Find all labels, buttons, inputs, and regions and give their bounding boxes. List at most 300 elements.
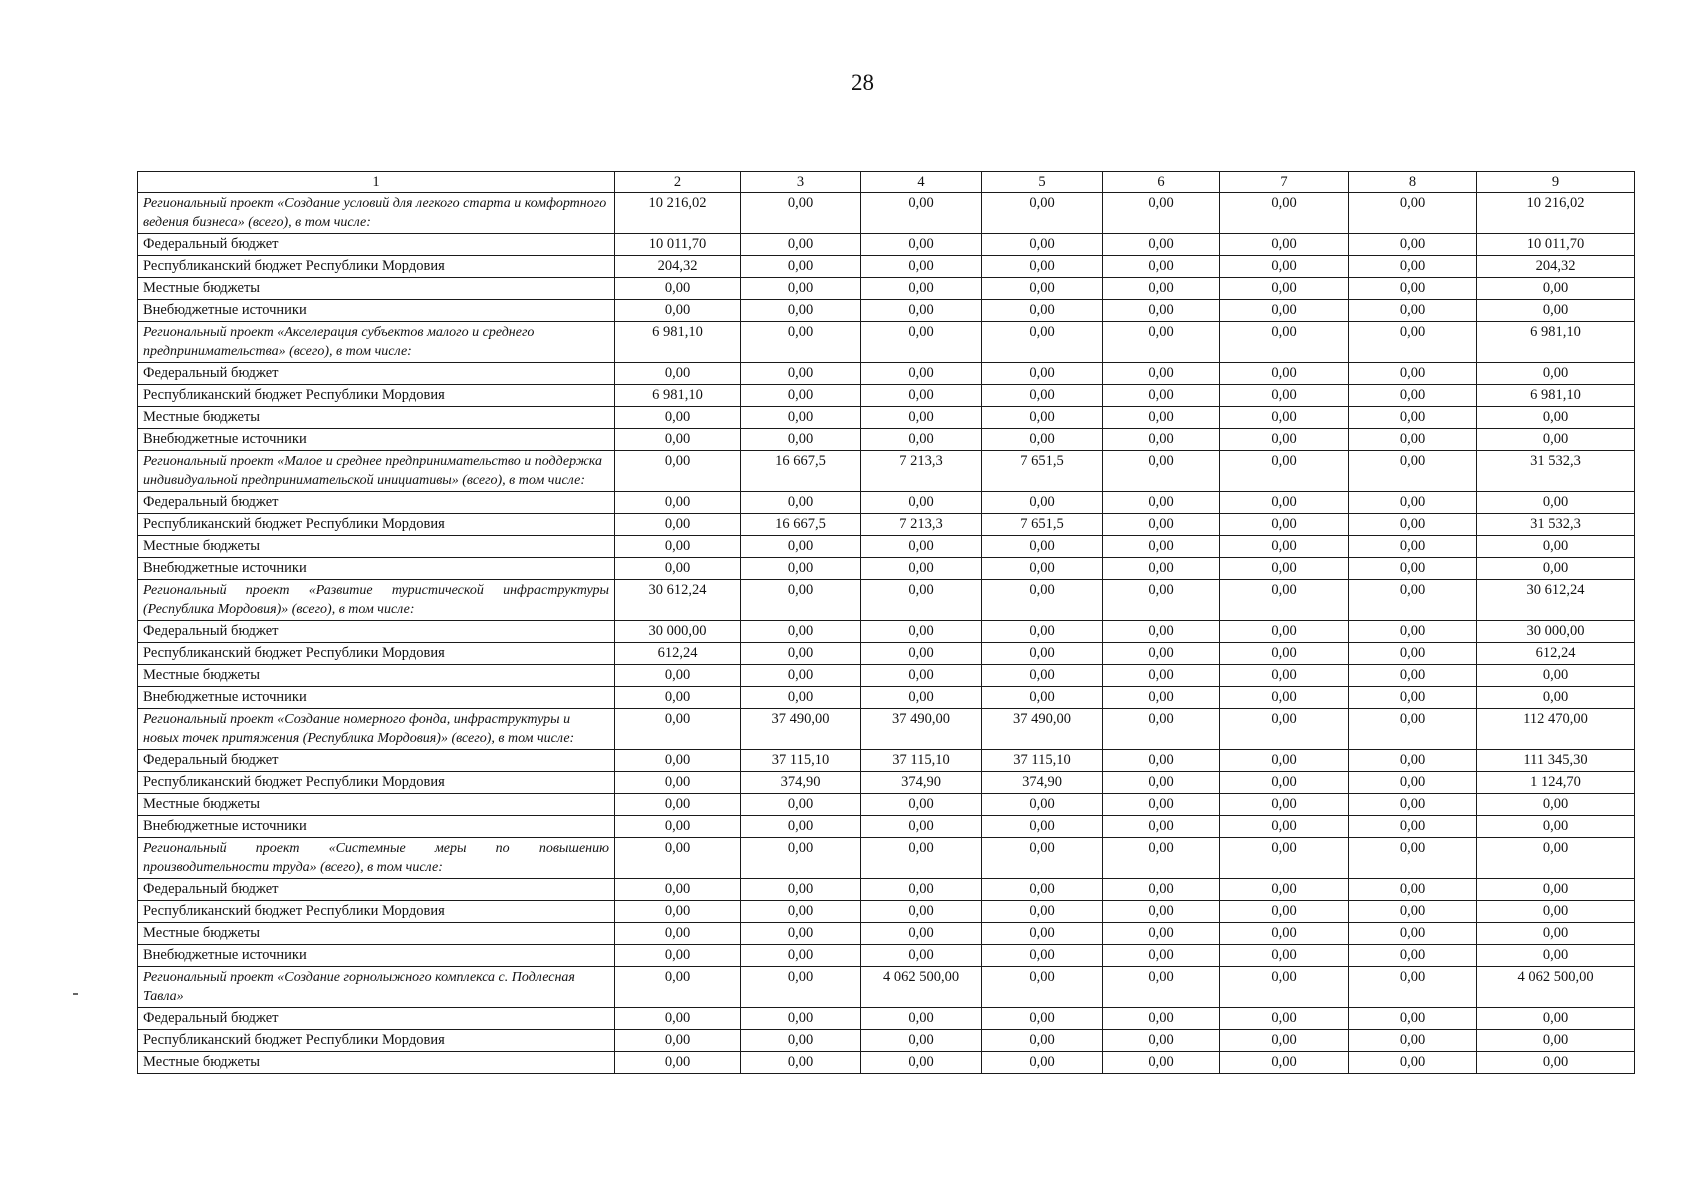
funding-source-cell: Республиканский бюджет Республики Мордовия [138, 901, 615, 923]
funding-source-row [138, 750, 1635, 772]
value-cell-col-5: 0,00 [982, 234, 1103, 256]
value-cell-col-7: 0,00 [1220, 256, 1349, 278]
funding-source-cell: Федеральный бюджет [138, 363, 615, 385]
value-cell-col-6: 0,00 [1103, 580, 1220, 621]
value-cell-col-5: 0,00 [982, 816, 1103, 838]
value-cell-col-9: 112 470,00 [1477, 709, 1635, 750]
value-cell-col-7: 0,00 [1220, 750, 1349, 772]
value-cell-col-3: 0,00 [741, 621, 861, 643]
value-cell-col-6: 0,00 [1103, 385, 1220, 407]
funding-source-row [138, 407, 1635, 429]
value-cell-col-4: 0,00 [861, 816, 982, 838]
value-cell-col-6: 0,00 [1103, 514, 1220, 536]
project-name-cell: Региональный проект «Малое и среднее предпринимательство и поддержка индивидуальной предпринимательской инициативы» (всего), в том числе: [138, 451, 615, 492]
value-cell-col-2: 10 011,70 [615, 234, 741, 256]
value-cell-col-4: 0,00 [861, 234, 982, 256]
value-cell-col-2: 204,32 [615, 256, 741, 278]
value-cell-col-9: 0,00 [1477, 278, 1635, 300]
funding-source-cell: Внебюджетные источники [138, 558, 615, 580]
value-cell-col-7: 0,00 [1220, 451, 1349, 492]
value-cell-col-3: 16 667,5 [741, 514, 861, 536]
value-cell-col-7: 0,00 [1220, 580, 1349, 621]
value-cell-col-6: 0,00 [1103, 709, 1220, 750]
scan-mark [73, 993, 78, 995]
value-cell-col-9: 111 345,30 [1477, 750, 1635, 772]
value-cell-col-5: 0,00 [982, 558, 1103, 580]
value-cell-col-8: 0,00 [1349, 1052, 1477, 1074]
value-cell-col-4: 0,00 [861, 643, 982, 665]
value-cell-col-6: 0,00 [1103, 193, 1220, 234]
value-cell-col-4: 0,00 [861, 193, 982, 234]
value-cell-col-4: 0,00 [861, 1052, 982, 1074]
value-cell-col-4: 7 213,3 [861, 514, 982, 536]
value-cell-col-6: 0,00 [1103, 879, 1220, 901]
value-cell-col-8: 0,00 [1349, 278, 1477, 300]
funding-source-cell: Местные бюджеты [138, 536, 615, 558]
funding-source-cell: Федеральный бюджет [138, 234, 615, 256]
value-cell-col-8: 0,00 [1349, 643, 1477, 665]
value-cell-col-4: 0,00 [861, 687, 982, 709]
funding-source-row [138, 385, 1635, 407]
funding-source-row [138, 234, 1635, 256]
value-cell-col-7: 0,00 [1220, 838, 1349, 879]
value-cell-col-8: 0,00 [1349, 407, 1477, 429]
value-cell-col-2: 6 981,10 [615, 385, 741, 407]
funding-source-cell: Внебюджетные источники [138, 687, 615, 709]
funding-source-cell: Внебюджетные источники [138, 429, 615, 451]
value-cell-col-8: 0,00 [1349, 514, 1477, 536]
value-cell-col-9: 0,00 [1477, 945, 1635, 967]
value-cell-col-9: 0,00 [1477, 816, 1635, 838]
value-cell-col-9: 0,00 [1477, 1008, 1635, 1030]
value-cell-col-8: 0,00 [1349, 193, 1477, 234]
value-cell-col-9: 4 062 500,00 [1477, 967, 1635, 1008]
value-cell-col-2: 0,00 [615, 816, 741, 838]
value-cell-col-2: 10 216,02 [615, 193, 741, 234]
value-cell-col-8: 0,00 [1349, 967, 1477, 1008]
value-cell-col-4: 0,00 [861, 407, 982, 429]
value-cell-col-6: 0,00 [1103, 750, 1220, 772]
value-cell-col-3: 0,00 [741, 945, 861, 967]
funding-source-cell: Местные бюджеты [138, 278, 615, 300]
value-cell-col-6: 0,00 [1103, 492, 1220, 514]
value-cell-col-3: 0,00 [741, 385, 861, 407]
value-cell-col-3: 0,00 [741, 1008, 861, 1030]
project-row [138, 967, 1635, 1008]
value-cell-col-9: 31 532,3 [1477, 514, 1635, 536]
page-number: 28 [851, 70, 874, 95]
value-cell-col-8: 0,00 [1349, 665, 1477, 687]
value-cell-col-4: 0,00 [861, 429, 982, 451]
value-cell-col-2: 0,00 [615, 536, 741, 558]
value-cell-col-2: 0,00 [615, 363, 741, 385]
value-cell-col-5: 0,00 [982, 580, 1103, 621]
table-header [138, 172, 1635, 193]
project-row [138, 193, 1635, 234]
funding-source-cell: Местные бюджеты [138, 665, 615, 687]
table-body [138, 193, 1635, 1074]
value-cell-col-4: 37 115,10 [861, 750, 982, 772]
value-cell-col-2: 0,00 [615, 772, 741, 794]
funding-source-row [138, 514, 1635, 536]
funding-source-cell: Местные бюджеты [138, 923, 615, 945]
value-cell-col-2: 0,00 [615, 665, 741, 687]
value-cell-col-6: 0,00 [1103, 687, 1220, 709]
value-cell-col-4: 0,00 [861, 322, 982, 363]
value-cell-col-3: 0,00 [741, 838, 861, 879]
funding-source-cell: Местные бюджеты [138, 794, 615, 816]
value-cell-col-4: 374,90 [861, 772, 982, 794]
value-cell-col-4: 7 213,3 [861, 451, 982, 492]
value-cell-col-6: 0,00 [1103, 621, 1220, 643]
value-cell-col-5: 37 490,00 [982, 709, 1103, 750]
value-cell-col-7: 0,00 [1220, 536, 1349, 558]
funding-source-cell: Внебюджетные источники [138, 300, 615, 322]
value-cell-col-2: 0,00 [615, 278, 741, 300]
value-cell-col-9: 0,00 [1477, 536, 1635, 558]
value-cell-col-3: 0,00 [741, 558, 861, 580]
funding-source-cell: Федеральный бюджет [138, 492, 615, 514]
value-cell-col-7: 0,00 [1220, 687, 1349, 709]
value-cell-col-3: 0,00 [741, 363, 861, 385]
funding-source-row [138, 816, 1635, 838]
value-cell-col-3: 0,00 [741, 967, 861, 1008]
value-cell-col-5: 0,00 [982, 794, 1103, 816]
value-cell-col-7: 0,00 [1220, 621, 1349, 643]
value-cell-col-3: 37 115,10 [741, 750, 861, 772]
value-cell-col-9: 0,00 [1477, 901, 1635, 923]
project-name-cell: Региональный проект «Акселерация субъектов малого и среднего предпринимательства» (всего), в том числе: [138, 322, 615, 363]
value-cell-col-9: 204,32 [1477, 256, 1635, 278]
value-cell-col-6: 0,00 [1103, 234, 1220, 256]
value-cell-col-3: 0,00 [741, 193, 861, 234]
funding-source-row [138, 363, 1635, 385]
value-cell-col-8: 0,00 [1349, 772, 1477, 794]
funding-source-row [138, 256, 1635, 278]
funding-source-row [138, 300, 1635, 322]
value-cell-col-4: 0,00 [861, 385, 982, 407]
value-cell-col-6: 0,00 [1103, 536, 1220, 558]
value-cell-col-2: 0,00 [615, 879, 741, 901]
value-cell-col-9: 0,00 [1477, 687, 1635, 709]
value-cell-col-7: 0,00 [1220, 1008, 1349, 1030]
value-cell-col-2: 0,00 [615, 709, 741, 750]
value-cell-col-3: 0,00 [741, 234, 861, 256]
value-cell-col-4: 0,00 [861, 536, 982, 558]
value-cell-col-5: 0,00 [982, 407, 1103, 429]
value-cell-col-9: 6 981,10 [1477, 385, 1635, 407]
value-cell-col-2: 30 612,24 [615, 580, 741, 621]
funding-source-row [138, 643, 1635, 665]
value-cell-col-3: 37 490,00 [741, 709, 861, 750]
value-cell-col-6: 0,00 [1103, 665, 1220, 687]
value-cell-col-4: 4 062 500,00 [861, 967, 982, 1008]
value-cell-col-3: 0,00 [741, 665, 861, 687]
value-cell-col-8: 0,00 [1349, 234, 1477, 256]
value-cell-col-8: 0,00 [1349, 300, 1477, 322]
value-cell-col-5: 0,00 [982, 363, 1103, 385]
value-cell-col-9: 1 124,70 [1477, 772, 1635, 794]
value-cell-col-3: 16 667,5 [741, 451, 861, 492]
value-cell-col-4: 37 490,00 [861, 709, 982, 750]
value-cell-col-6: 0,00 [1103, 923, 1220, 945]
value-cell-col-6: 0,00 [1103, 256, 1220, 278]
value-cell-col-7: 0,00 [1220, 278, 1349, 300]
value-cell-col-6: 0,00 [1103, 1008, 1220, 1030]
value-cell-col-3: 0,00 [741, 278, 861, 300]
value-cell-col-7: 0,00 [1220, 643, 1349, 665]
value-cell-col-7: 0,00 [1220, 514, 1349, 536]
value-cell-col-7: 0,00 [1220, 429, 1349, 451]
funding-source-row [138, 665, 1635, 687]
value-cell-col-4: 0,00 [861, 945, 982, 967]
funding-source-row [138, 558, 1635, 580]
value-cell-col-3: 0,00 [741, 300, 861, 322]
value-cell-col-9: 30 612,24 [1477, 580, 1635, 621]
value-cell-col-8: 0,00 [1349, 709, 1477, 750]
funding-source-row [138, 901, 1635, 923]
value-cell-col-4: 0,00 [861, 1030, 982, 1052]
value-cell-col-3: 374,90 [741, 772, 861, 794]
value-cell-col-5: 374,90 [982, 772, 1103, 794]
value-cell-col-2: 0,00 [615, 967, 741, 1008]
value-cell-col-2: 0,00 [615, 923, 741, 945]
value-cell-col-5: 0,00 [982, 193, 1103, 234]
value-cell-col-7: 0,00 [1220, 492, 1349, 514]
value-cell-col-7: 0,00 [1220, 385, 1349, 407]
value-cell-col-5: 0,00 [982, 1052, 1103, 1074]
value-cell-col-5: 0,00 [982, 536, 1103, 558]
value-cell-col-8: 0,00 [1349, 429, 1477, 451]
column-number-9: 9 [1477, 172, 1635, 193]
funding-source-cell: Федеральный бюджет [138, 750, 615, 772]
value-cell-col-9: 0,00 [1477, 1030, 1635, 1052]
value-cell-col-9: 612,24 [1477, 643, 1635, 665]
value-cell-col-2: 612,24 [615, 643, 741, 665]
funding-source-cell: Федеральный бюджет [138, 1008, 615, 1030]
value-cell-col-6: 0,00 [1103, 322, 1220, 363]
funding-source-row [138, 945, 1635, 967]
value-cell-col-7: 0,00 [1220, 407, 1349, 429]
value-cell-col-2: 0,00 [615, 407, 741, 429]
funding-source-cell: Республиканский бюджет Республики Мордовия [138, 256, 615, 278]
project-name-cell: Региональный проект «Создание горнолыжного комплекса с. Подлесная Тавла» [138, 967, 615, 1008]
value-cell-col-3: 0,00 [741, 492, 861, 514]
value-cell-col-6: 0,00 [1103, 300, 1220, 322]
funding-source-row [138, 429, 1635, 451]
value-cell-col-2: 0,00 [615, 901, 741, 923]
project-row [138, 322, 1635, 363]
value-cell-col-9: 0,00 [1477, 1052, 1635, 1074]
value-cell-col-7: 0,00 [1220, 923, 1349, 945]
value-cell-col-2: 0,00 [615, 687, 741, 709]
value-cell-col-6: 0,00 [1103, 363, 1220, 385]
value-cell-col-6: 0,00 [1103, 278, 1220, 300]
value-cell-col-9: 0,00 [1477, 838, 1635, 879]
funding-source-cell: Федеральный бюджет [138, 879, 615, 901]
value-cell-col-4: 0,00 [861, 665, 982, 687]
value-cell-col-7: 0,00 [1220, 234, 1349, 256]
budget-table [137, 171, 1635, 1074]
funding-source-row [138, 1052, 1635, 1074]
value-cell-col-4: 0,00 [861, 558, 982, 580]
value-cell-col-6: 0,00 [1103, 901, 1220, 923]
value-cell-col-8: 0,00 [1349, 945, 1477, 967]
value-cell-col-2: 0,00 [615, 1008, 741, 1030]
value-cell-col-5: 0,00 [982, 665, 1103, 687]
value-cell-col-6: 0,00 [1103, 967, 1220, 1008]
value-cell-col-7: 0,00 [1220, 1030, 1349, 1052]
value-cell-col-5: 7 651,5 [982, 451, 1103, 492]
project-row [138, 451, 1635, 492]
value-cell-col-8: 0,00 [1349, 687, 1477, 709]
value-cell-col-9: 0,00 [1477, 492, 1635, 514]
value-cell-col-4: 0,00 [861, 879, 982, 901]
value-cell-col-7: 0,00 [1220, 709, 1349, 750]
value-cell-col-6: 0,00 [1103, 945, 1220, 967]
value-cell-col-3: 0,00 [741, 322, 861, 363]
value-cell-col-5: 0,00 [982, 322, 1103, 363]
value-cell-col-8: 0,00 [1349, 536, 1477, 558]
value-cell-col-8: 0,00 [1349, 838, 1477, 879]
value-cell-col-8: 0,00 [1349, 451, 1477, 492]
value-cell-col-5: 0,00 [982, 838, 1103, 879]
value-cell-col-8: 0,00 [1349, 794, 1477, 816]
funding-source-row [138, 1008, 1635, 1030]
project-row [138, 580, 1635, 621]
value-cell-col-6: 0,00 [1103, 1052, 1220, 1074]
value-cell-col-3: 0,00 [741, 794, 861, 816]
value-cell-col-9: 0,00 [1477, 665, 1635, 687]
value-cell-col-8: 0,00 [1349, 621, 1477, 643]
value-cell-col-5: 0,00 [982, 1008, 1103, 1030]
value-cell-col-8: 0,00 [1349, 580, 1477, 621]
value-cell-col-5: 0,00 [982, 385, 1103, 407]
value-cell-col-2: 0,00 [615, 429, 741, 451]
value-cell-col-9: 10 011,70 [1477, 234, 1635, 256]
funding-source-row [138, 278, 1635, 300]
column-number-7: 7 [1220, 172, 1349, 193]
value-cell-col-8: 0,00 [1349, 558, 1477, 580]
value-cell-col-6: 0,00 [1103, 643, 1220, 665]
value-cell-col-2: 0,00 [615, 514, 741, 536]
value-cell-col-7: 0,00 [1220, 665, 1349, 687]
value-cell-col-8: 0,00 [1349, 750, 1477, 772]
project-name-cell: Региональный проект «Системные меры по повышению производительности труда» (всего), в том числе: [138, 838, 615, 879]
value-cell-col-4: 0,00 [861, 838, 982, 879]
column-number-6: 6 [1103, 172, 1220, 193]
column-number-1: 1 [138, 172, 615, 193]
value-cell-col-6: 0,00 [1103, 558, 1220, 580]
value-cell-col-8: 0,00 [1349, 322, 1477, 363]
value-cell-col-9: 0,00 [1477, 558, 1635, 580]
value-cell-col-8: 0,00 [1349, 901, 1477, 923]
value-cell-col-7: 0,00 [1220, 1052, 1349, 1074]
value-cell-col-8: 0,00 [1349, 385, 1477, 407]
value-cell-col-2: 0,00 [615, 492, 741, 514]
value-cell-col-4: 0,00 [861, 300, 982, 322]
value-cell-col-8: 0,00 [1349, 1008, 1477, 1030]
value-cell-col-5: 0,00 [982, 923, 1103, 945]
funding-source-row [138, 772, 1635, 794]
value-cell-col-8: 0,00 [1349, 1030, 1477, 1052]
value-cell-col-5: 0,00 [982, 621, 1103, 643]
value-cell-col-9: 0,00 [1477, 429, 1635, 451]
funding-source-cell: Внебюджетные источники [138, 945, 615, 967]
value-cell-col-4: 0,00 [861, 901, 982, 923]
value-cell-col-5: 0,00 [982, 278, 1103, 300]
value-cell-col-6: 0,00 [1103, 407, 1220, 429]
value-cell-col-2: 0,00 [615, 750, 741, 772]
value-cell-col-6: 0,00 [1103, 816, 1220, 838]
value-cell-col-2: 0,00 [615, 838, 741, 879]
column-number-2: 2 [615, 172, 741, 193]
value-cell-col-3: 0,00 [741, 879, 861, 901]
value-cell-col-3: 0,00 [741, 643, 861, 665]
value-cell-col-5: 0,00 [982, 256, 1103, 278]
value-cell-col-7: 0,00 [1220, 967, 1349, 1008]
header-row [138, 172, 1635, 193]
value-cell-col-3: 0,00 [741, 536, 861, 558]
project-name-cell: Региональный проект «Развитие туристической инфраструктуры (Республика Мордовия)» (всего), в том числе: [138, 580, 615, 621]
funding-source-cell: Республиканский бюджет Республики Мордовия [138, 643, 615, 665]
value-cell-col-3: 0,00 [741, 580, 861, 621]
value-cell-col-8: 0,00 [1349, 492, 1477, 514]
value-cell-col-4: 0,00 [861, 278, 982, 300]
value-cell-col-7: 0,00 [1220, 363, 1349, 385]
funding-source-cell: Республиканский бюджет Республики Мордовия [138, 772, 615, 794]
project-row [138, 838, 1635, 879]
value-cell-col-9: 10 216,02 [1477, 193, 1635, 234]
funding-source-cell: Республиканский бюджет Республики Мордовия [138, 1030, 615, 1052]
value-cell-col-2: 6 981,10 [615, 322, 741, 363]
value-cell-col-2: 0,00 [615, 558, 741, 580]
value-cell-col-6: 0,00 [1103, 794, 1220, 816]
value-cell-col-2: 0,00 [615, 945, 741, 967]
value-cell-col-9: 0,00 [1477, 923, 1635, 945]
value-cell-col-6: 0,00 [1103, 772, 1220, 794]
value-cell-col-2: 0,00 [615, 300, 741, 322]
funding-source-row [138, 1030, 1635, 1052]
column-number-8: 8 [1349, 172, 1477, 193]
value-cell-col-5: 0,00 [982, 429, 1103, 451]
value-cell-col-7: 0,00 [1220, 322, 1349, 363]
value-cell-col-4: 0,00 [861, 256, 982, 278]
value-cell-col-7: 0,00 [1220, 794, 1349, 816]
funding-source-row [138, 879, 1635, 901]
value-cell-col-6: 0,00 [1103, 1030, 1220, 1052]
column-number-4: 4 [861, 172, 982, 193]
value-cell-col-8: 0,00 [1349, 816, 1477, 838]
value-cell-col-9: 0,00 [1477, 794, 1635, 816]
value-cell-col-5: 0,00 [982, 879, 1103, 901]
funding-source-row [138, 794, 1635, 816]
funding-source-cell: Местные бюджеты [138, 407, 615, 429]
value-cell-col-4: 0,00 [861, 794, 982, 816]
funding-source-cell: Республиканский бюджет Республики Мордовия [138, 385, 615, 407]
value-cell-col-9: 31 532,3 [1477, 451, 1635, 492]
value-cell-col-4: 0,00 [861, 621, 982, 643]
value-cell-col-3: 0,00 [741, 429, 861, 451]
value-cell-col-3: 0,00 [741, 1052, 861, 1074]
funding-source-cell: Местные бюджеты [138, 1052, 615, 1074]
value-cell-col-7: 0,00 [1220, 816, 1349, 838]
value-cell-col-7: 0,00 [1220, 901, 1349, 923]
funding-source-cell: Федеральный бюджет [138, 621, 615, 643]
value-cell-col-5: 0,00 [982, 901, 1103, 923]
value-cell-col-6: 0,00 [1103, 838, 1220, 879]
funding-source-row [138, 536, 1635, 558]
